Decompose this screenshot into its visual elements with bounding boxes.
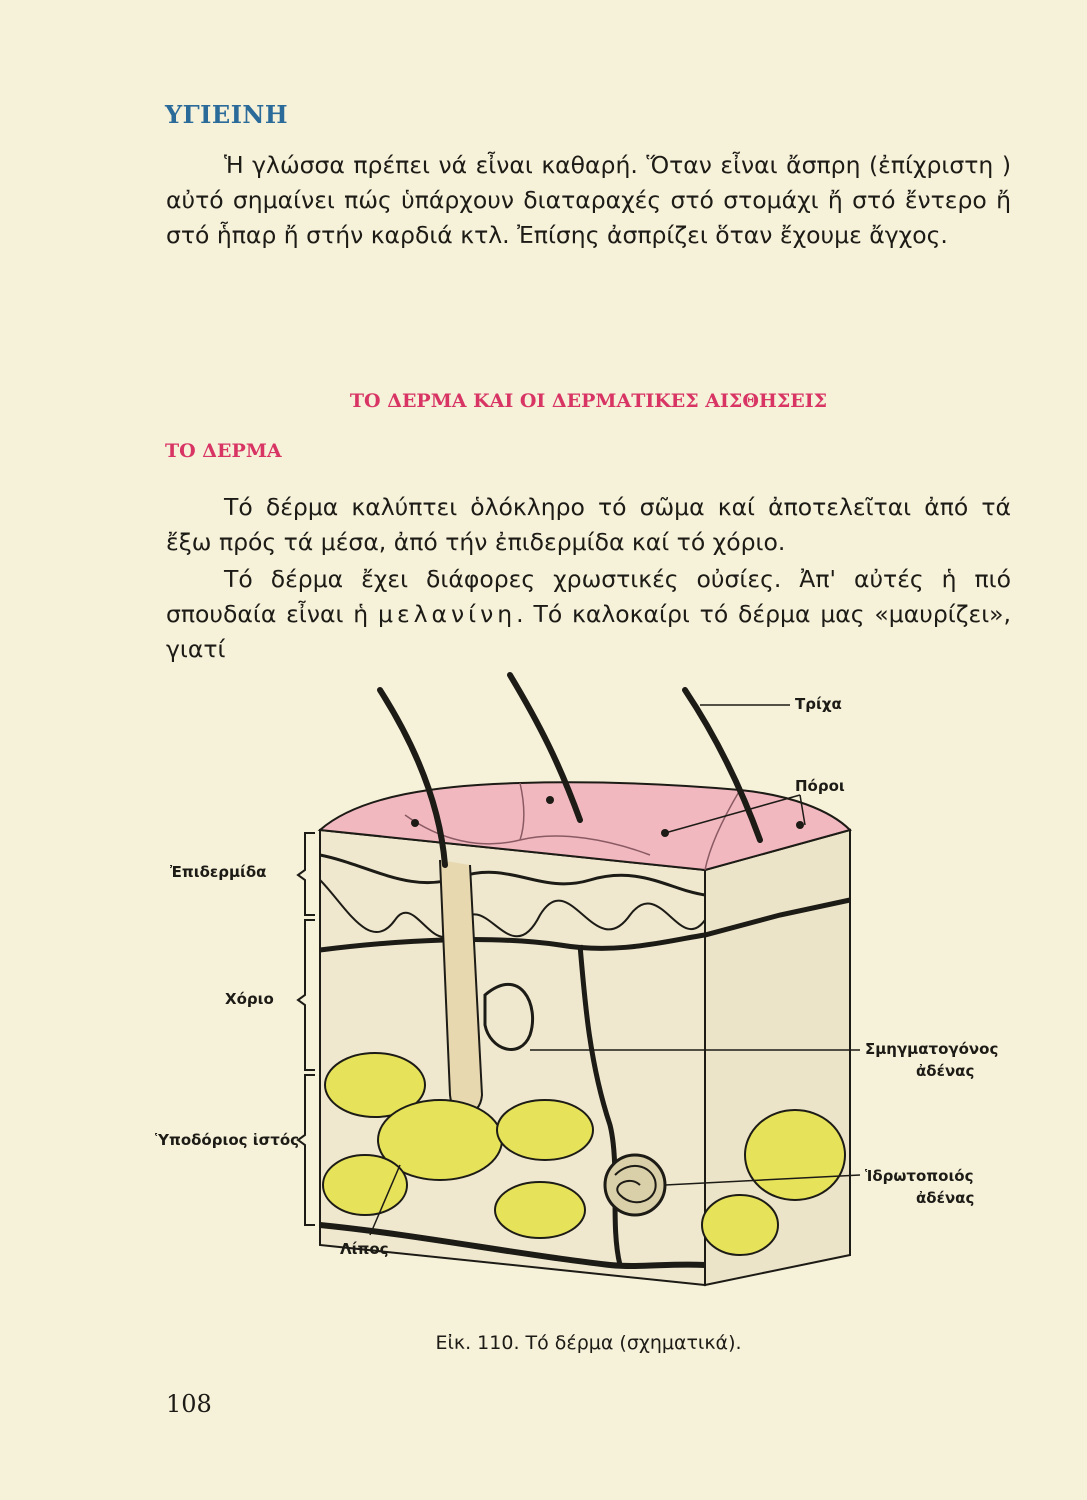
- label-subcutaneous: Ὑποδόριος ἱστός: [155, 1131, 300, 1149]
- fat-cluster-3: [323, 1155, 407, 1215]
- pore-4: [796, 821, 804, 829]
- bracket-dermis: [298, 920, 315, 1070]
- paragraph-skin-covers: [166, 490, 1011, 560]
- pore-1: [411, 819, 419, 827]
- subsection-title: ΤΟ ΔΕΡΜΑ: [165, 440, 282, 462]
- paragraph-pigments-start: Τό δέρμα ἔχει διάφορες χρωστικές οὐσίες. Ἀπ' αὐτές ἡ πιό σπουδαία εἶναι ἡ: [166, 565, 1011, 628]
- label-hair: Τρίχα: [795, 695, 842, 713]
- page-number: 108: [166, 1390, 212, 1418]
- bracket-subcutaneous: [298, 1075, 315, 1225]
- label-sweat-2: ἀδένας: [916, 1189, 975, 1207]
- sebaceous-gland: [485, 984, 533, 1049]
- melanin-emphasis: μελανίνη: [378, 600, 517, 628]
- heading-hygiene: ΥΓΙΕΙΝΗ: [165, 100, 289, 129]
- skin-diagram: [140, 665, 1060, 1315]
- fat-cluster-7: [702, 1195, 778, 1255]
- section-title: ΤΟ ΔΕΡΜΑ ΚΑΙ ΟΙ ΔΕΡΜΑΤΙΚΕΣ ΑΙΣΘΗΣΕΙΣ: [349, 390, 828, 412]
- paragraph-tongue: [166, 148, 1011, 253]
- label-epidermis: Ἐπιδερμίδα: [170, 863, 267, 881]
- fat-cluster-6: [745, 1110, 845, 1200]
- label-sweat-1: Ἱδρωτοποιός: [865, 1167, 974, 1185]
- paragraph-pigments: [166, 562, 1011, 667]
- skin-diagram-drawing: [140, 665, 1060, 1315]
- fat-cluster-5: [495, 1182, 585, 1238]
- label-fat: Λίπος: [340, 1240, 389, 1258]
- bracket-epidermis: [298, 833, 315, 915]
- pore-2: [546, 796, 554, 804]
- label-dermis: Χόριο: [225, 990, 274, 1008]
- paragraph-skin-covers-text: Τό δέρμα καλύπτει ὁλόκληρο τό σῶμα καί ἀποτελεῖται ἀπό τά ἔξω πρός τά μέσα, ἀπό τήν ἐπιδερμίδα καί τό χόριο.: [166, 493, 1011, 556]
- paragraph-pigments-end: . Τό καλοκαίρι τό δέρμα μας «μαυρίζει», γιατί: [166, 600, 1011, 663]
- figure-caption: Εἰκ. 110. Τό δέρμα (σχηματικά).: [435, 1332, 742, 1354]
- label-pores: Πόροι: [795, 777, 845, 795]
- label-sebaceous-1: Σμηγματογόνος: [865, 1040, 999, 1058]
- label-sebaceous-2: ἀδένας: [916, 1062, 975, 1080]
- fat-cluster-4: [497, 1100, 593, 1160]
- paragraph-tongue-text: Ἡ γλώσσα πρέπει νά εἶναι καθαρή. Ὅταν εἶναι ἄσπρη (ἐπίχριστη ) αὐτό σημαίνει πώς ὑπάρχουν διαταραχές στό στομάχι ἤ στό ἔντερο ἤ στό ἧπαρ ἤ στήν καρδιά κτλ. Ἐπίσης ἀσπρίζει ὅταν ἔχουμε ἄγχος.: [166, 151, 1011, 249]
